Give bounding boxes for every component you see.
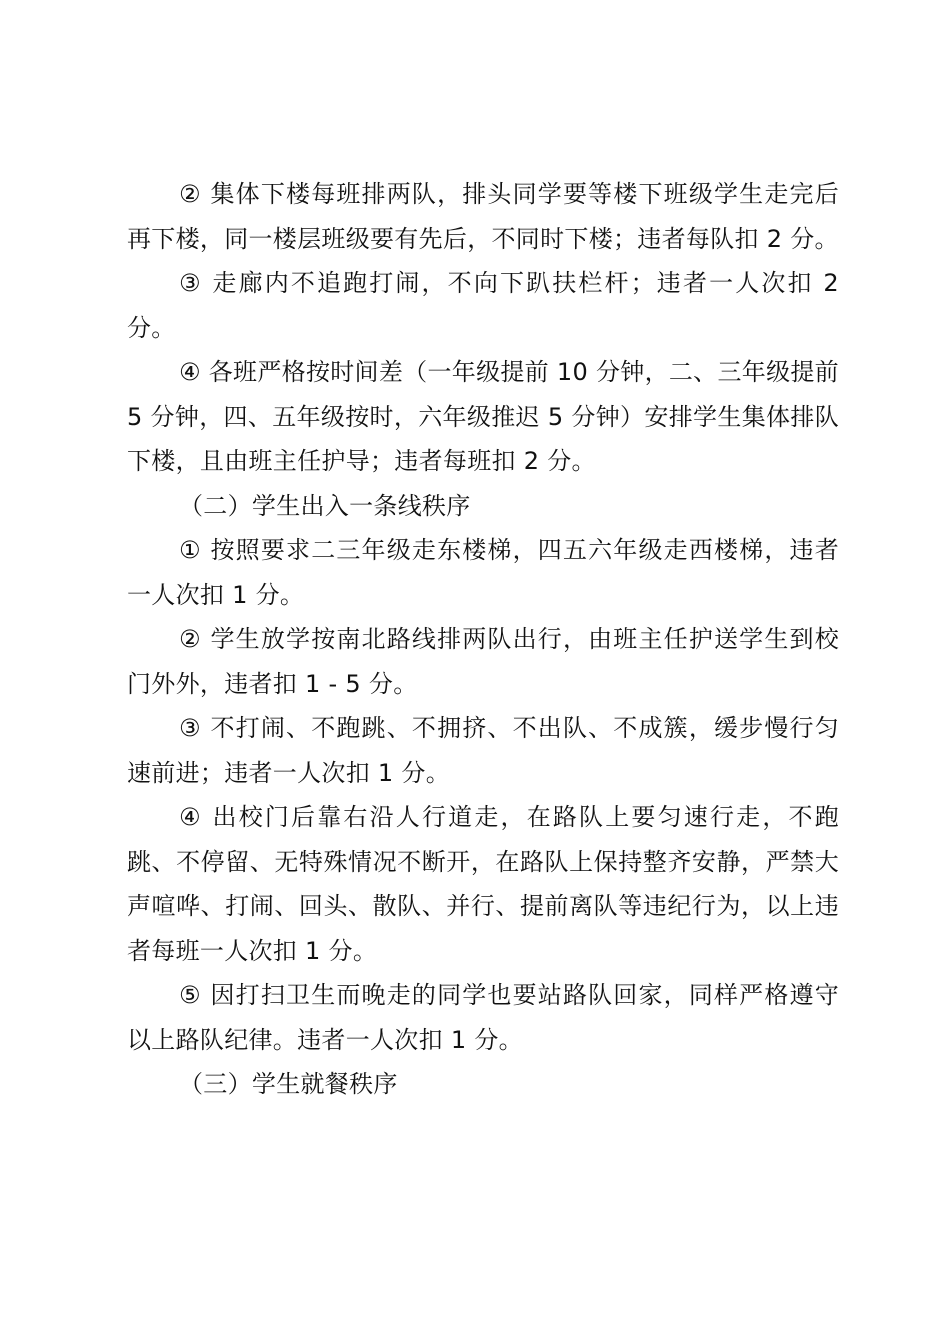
rule-paragraph: ⑤ 因打扫卫生而晚走的同学也要站路队回家，同样严格遵守以上路队纪律。违者一人次扣 1 分。: [127, 981, 839, 1054]
rule-paragraph: ④ 出校门后靠右沿人行道走，在路队上要匀速行走，不跑跳、不停留、无特殊情况不断开，在路队上保持整齐安静，严禁大声喧哗、打闹、回头、散队、并行、提前离队等违纪行为，以上违者每班一人次扣 1 分。: [127, 803, 839, 965]
section-heading: （三）学生就餐秩序: [179, 1070, 398, 1098]
document-body: [127, 172, 839, 1107]
rule-paragraph: ② 集体下楼每班排两队，排头同学要等楼下班级学生走完后再下楼，同一楼层班级要有先后，不同时下楼；违者每队扣 2 分。: [127, 180, 839, 253]
rule-paragraph: ④ 各班严格按时间差（一年级提前 10 分钟，二、三年级提前 5 分钟，四、五年级按时，六年级推迟 5 分钟）安排学生集体排队下楼，且由班主任护导；违者每班扣 2 分。: [127, 358, 839, 475]
rule-paragraph: ③ 不打闹、不跑跳、不拥挤、不出队、不成簇，缓步慢行匀速前进；违者一人次扣 1 分。: [127, 714, 839, 787]
rule-paragraph: ① 按照要求二三年级走东楼梯，四五六年级走西楼梯，违者一人次扣 1 分。: [127, 536, 839, 609]
rule-paragraph: ② 学生放学按南北路线排两队出行，由班主任护送学生到校门外外，违者扣 1 - 5 分。: [127, 625, 839, 698]
section-heading: （二）学生出入一条线秩序: [179, 491, 471, 520]
rule-paragraph: ③ 走廊内不追跑打闹，不向下趴扶栏杆；违者一人次扣 2 分。: [127, 269, 839, 342]
